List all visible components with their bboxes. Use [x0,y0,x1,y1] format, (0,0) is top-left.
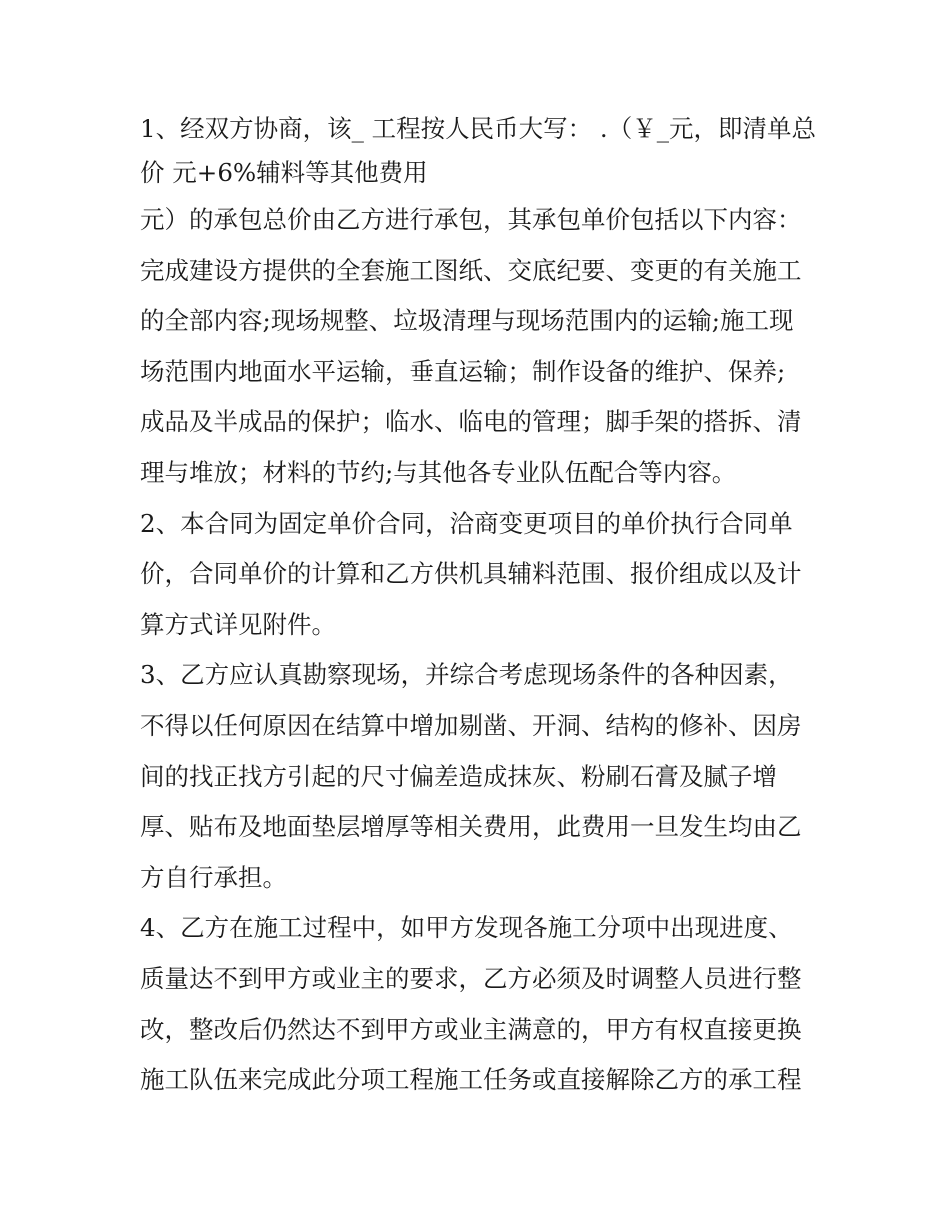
text-line: 算方式详见附件。 [140,609,336,639]
text-line: 元）的承包总价由乙方进行承包，其承包单价包括以下内容： [140,205,802,234]
text-line: 1、经双方协商，该_ 工程按人民币大写： .（￥_元，即清单总 [140,114,816,143]
text-line: 价 元+6%辅料等其他费用 [140,158,428,187]
text-line: 成品及半成品的保护；临水、临电的管理；脚手架的搭拆、清 [140,407,802,437]
text-line: 不得以任何原因在结算中增加剔凿、开洞、结构的修补、因房 [140,710,802,740]
text-line: 间的找正找方引起的尺寸偏差造成抹灰、粉刷石膏及腻子增 [140,761,777,791]
contract-text [140,107,820,1106]
text-line: 质量达不到甲方或业主的要求，乙方必须及时调整人员进行整 [140,963,802,993]
text-line: 改，整改后仍然达不到甲方或业主满意的，甲方有权直接更换 [140,1014,802,1044]
text-line: 价，合同单价的计算和乙方供机具辅料范围、报价组成以及计 [140,559,802,589]
text-line: 施工队伍来完成此分项工程施工任务或直接解除乙方的承工程 [140,1065,802,1095]
text-line: 完成建设方提供的全套施工图纸、交底纪要、变更的有关施工 [140,255,802,285]
text-line: 3、乙方应认真勘察现场，并综合考虑现场条件的各种因素， [140,660,793,690]
text-line: 4、乙方在施工过程中，如甲方发现各施工分项中出现进度、 [140,913,793,943]
text-line: 2、本合同为固定单价合同，洽商变更项目的单价执行合同单 [140,508,793,538]
text-line: 方自行承担。 [140,862,287,892]
text-line: 理与堆放；材料的节约;与其他各专业队伍配合等内容。 [140,457,737,487]
text-line: 的全部内容;现场规整、垃圾清理与现场范围内的运输;施工现 [140,306,794,336]
text-line: 厚、贴布及地面垫层增厚等相关费用，此费用一旦发生均由乙 [140,812,802,842]
text-line: 场范围内地面水平运输，垂直运输；制作设备的维护、保养; [140,356,786,386]
